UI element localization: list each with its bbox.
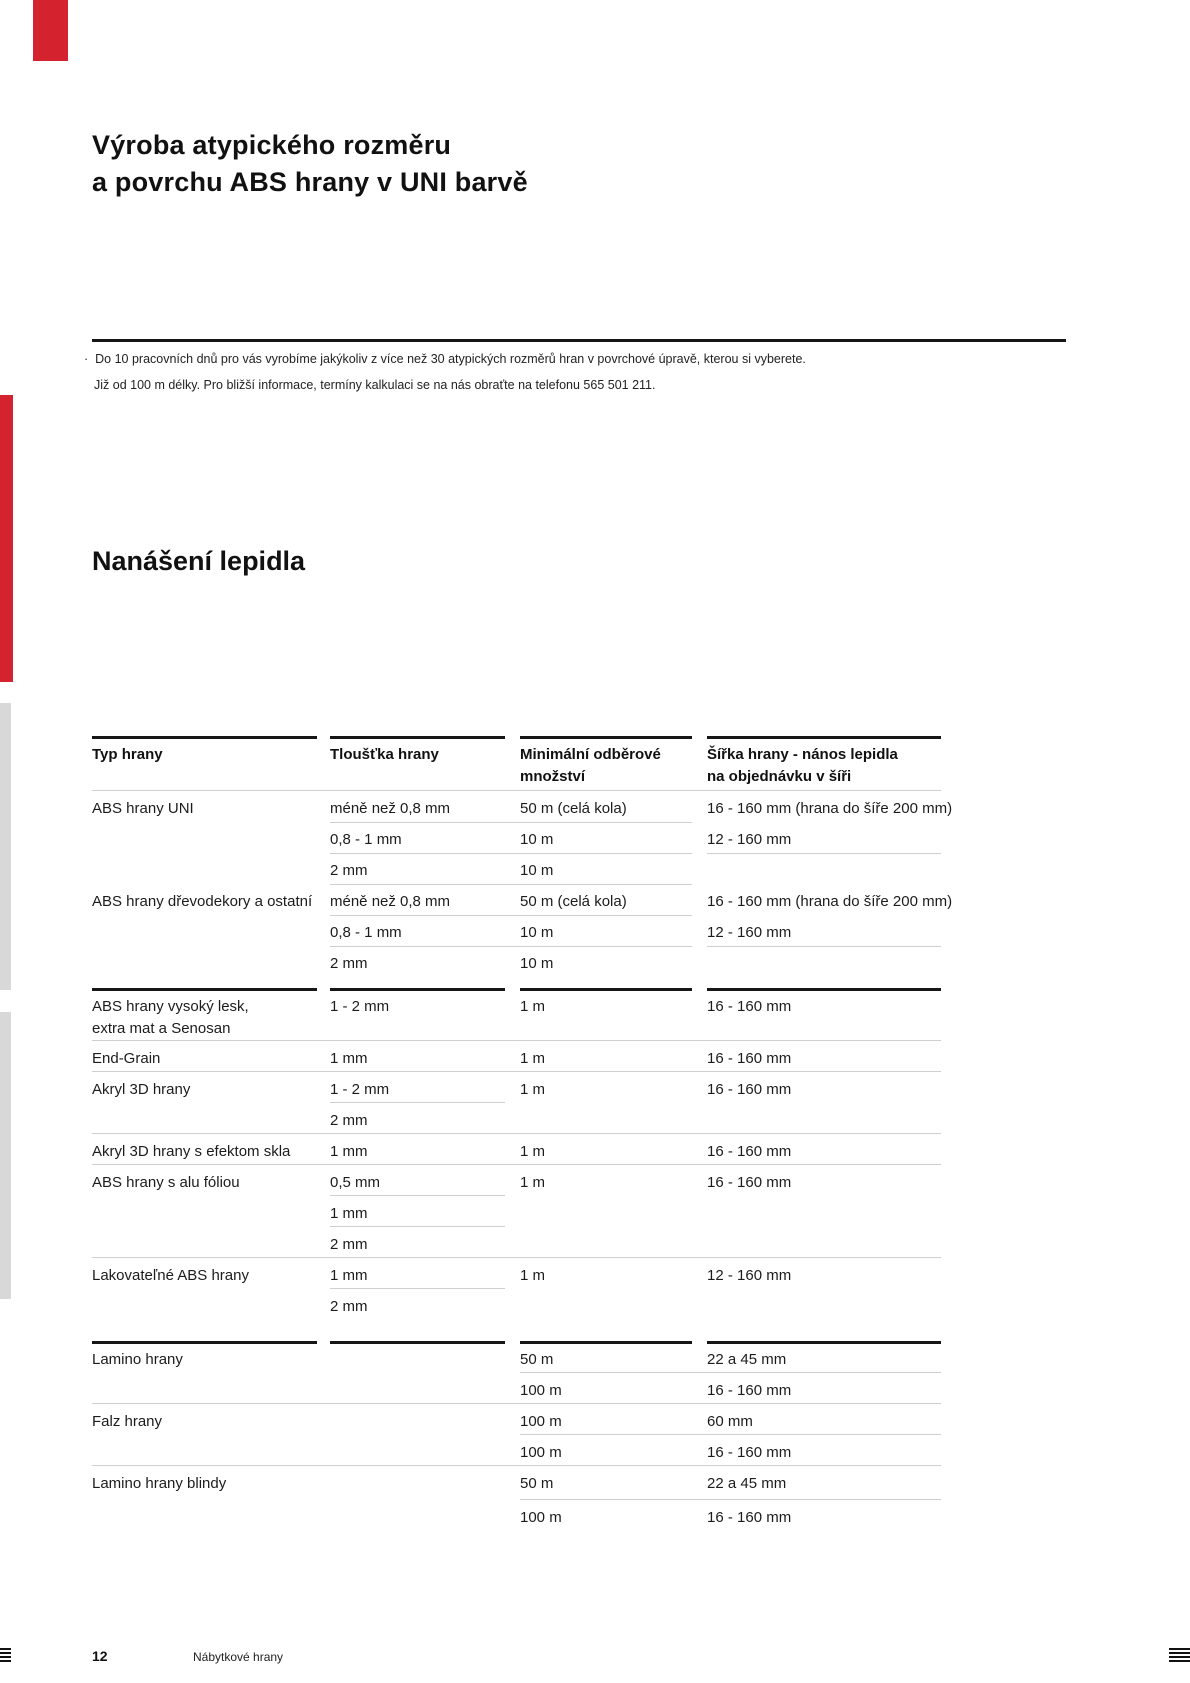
col-header-na-objednavku: na objednávku v šíři xyxy=(707,768,852,785)
cell-thickness: 0,8 - 1 mm xyxy=(330,924,402,941)
table-rule xyxy=(520,988,692,991)
footer-label: Nábytkové hrany xyxy=(193,1650,284,1664)
cell-thickness: 2 mm xyxy=(330,1112,368,1129)
col-header-typ-hrany: Typ hrany xyxy=(92,746,163,763)
cell-type: ABS hrany UNI xyxy=(92,800,194,817)
cell-qty: 10 m xyxy=(520,924,554,941)
cell-thickness: 1 mm xyxy=(330,1050,368,1067)
cell-width: 16 - 160 mm xyxy=(707,1382,792,1399)
table-rule xyxy=(330,988,505,991)
table-hairline xyxy=(92,1133,941,1134)
table-hairline xyxy=(92,1071,941,1072)
cell-width: 60 mm xyxy=(707,1413,753,1430)
gray-edge-bar-1 xyxy=(0,703,11,990)
cell-width: 12 - 160 mm xyxy=(707,831,792,848)
cell-qty: 10 m xyxy=(520,955,554,972)
intro-text-line2: Již od 100 m délky. Pro bližší informace, termíny kalkulaci se na nás obraťte na telefonu 565 501 211. xyxy=(94,378,656,392)
cell-type: Lamino hrany blindy xyxy=(92,1475,227,1492)
table-rule xyxy=(330,1341,505,1344)
cell-qty: 1 m xyxy=(520,1050,546,1067)
cell-width: 16 - 160 mm (hrana do šíře 200 mm) xyxy=(707,893,953,910)
cell-thickness: méně než 0,8 mm xyxy=(330,800,451,817)
table-hairline xyxy=(330,1288,505,1289)
cell-qty: 10 m xyxy=(520,862,554,879)
red-edge-bar xyxy=(0,395,13,682)
intro-text-line1 xyxy=(84,352,806,366)
cell-width: 16 - 160 mm (hrana do šíře 200 mm) xyxy=(707,800,953,817)
col-header-minimalni-odberove: Minimální odběrové xyxy=(520,746,661,763)
cell-thickness: méně než 0,8 mm xyxy=(330,893,451,910)
cell-thickness: 1 - 2 mm xyxy=(330,998,390,1015)
table-hairline xyxy=(92,1465,941,1466)
cell-thickness: 1 mm xyxy=(330,1143,368,1160)
table-hairline xyxy=(520,1372,941,1373)
table-hairline xyxy=(92,790,941,791)
cell-width: 16 - 160 mm xyxy=(707,1143,792,1160)
cell-type: Akryl 3D hrany xyxy=(92,1081,191,1098)
cell-thickness: 0,5 mm xyxy=(330,1174,381,1191)
cell-thickness: 1 - 2 mm xyxy=(330,1081,390,1098)
table-hairline xyxy=(707,946,941,947)
intro-rule xyxy=(92,339,1066,342)
cell-width: 16 - 160 mm xyxy=(707,998,792,1015)
bullet: · xyxy=(84,352,89,366)
table-hairline xyxy=(707,853,941,854)
table-rule xyxy=(520,736,692,739)
cell-qty: 1 m xyxy=(520,1174,546,1191)
cell-qty: 10 m xyxy=(520,831,554,848)
table-hairline xyxy=(330,915,692,916)
table-hairline xyxy=(92,1164,941,1165)
cell-width: 12 - 160 mm xyxy=(707,924,792,941)
page-title-line2: a povrchu ABS hrany v UNI barvě xyxy=(92,167,528,197)
cell-width: 22 a 45 mm xyxy=(707,1475,787,1492)
col-header-sirka-hrany: Šířka hrany - nános lepidla xyxy=(707,746,898,763)
cell-width: 22 a 45 mm xyxy=(707,1351,787,1368)
table-hairline xyxy=(330,822,692,823)
cell-qty: 100 m xyxy=(520,1382,562,1399)
cell-qty: 50 m (celá kola) xyxy=(520,893,627,910)
cell-qty: 50 m (celá kola) xyxy=(520,800,627,817)
table-hairline xyxy=(330,1226,505,1227)
cell-width: 12 - 160 mm xyxy=(707,1267,792,1284)
table-rule xyxy=(92,988,317,991)
cell-thickness: 0,8 - 1 mm xyxy=(330,831,402,848)
table-hairline xyxy=(330,884,692,885)
cell-thickness: 1 mm xyxy=(330,1205,368,1222)
cell-width: 16 - 160 mm xyxy=(707,1050,792,1067)
cell-qty: 100 m xyxy=(520,1413,562,1430)
cell-qty: 1 m xyxy=(520,1081,546,1098)
cell-qty: 1 m xyxy=(520,998,546,1015)
table-hairline xyxy=(330,853,692,854)
cell-qty: 1 m xyxy=(520,1267,546,1284)
table-hairline xyxy=(330,1102,505,1103)
table-rule xyxy=(92,1341,317,1344)
cell-type: Lakovateľné ABS hrany xyxy=(92,1267,249,1284)
table-rule xyxy=(707,736,941,739)
cell-qty: 50 m xyxy=(520,1351,554,1368)
cell-type: Lamino hrany xyxy=(92,1351,183,1368)
cell-type: Akryl 3D hrany s efektom skla xyxy=(92,1143,291,1160)
cell-type: Falz hrany xyxy=(92,1413,163,1430)
page-title-line1: Výroba atypického rozměru xyxy=(92,130,452,160)
cell-thickness: 2 mm xyxy=(330,1298,368,1315)
cell-qty: 50 m xyxy=(520,1475,554,1492)
intro-line1-text: Do 10 pracovních dnů pro vás vyrobíme jakýkoliv z více než 30 atypických rozměrů hran v povrchové úpravě, kterou si vyberete. xyxy=(95,352,806,366)
col-header-mnozstvi: množství xyxy=(520,768,586,785)
cell-type: ABS hrany s alu fóliou xyxy=(92,1174,240,1191)
table-rule xyxy=(707,988,941,991)
cell-width: 16 - 160 mm xyxy=(707,1444,792,1461)
registration-mark-right-icon xyxy=(1169,1648,1190,1663)
table-rule xyxy=(707,1341,941,1344)
cell-type-line2: extra mat a Senosan xyxy=(92,1020,231,1037)
table-hairline xyxy=(330,946,692,947)
table-hairline xyxy=(92,1403,941,1404)
cell-qty: 100 m xyxy=(520,1444,562,1461)
cell-thickness: 2 mm xyxy=(330,1236,368,1253)
table-rule xyxy=(92,736,317,739)
section-heading: Nanášení lepidla xyxy=(92,546,306,576)
table-hairline xyxy=(92,1040,941,1041)
table-hairline xyxy=(520,1434,941,1435)
cell-thickness: 2 mm xyxy=(330,955,368,972)
cell-width: 16 - 160 mm xyxy=(707,1509,792,1526)
table-hairline xyxy=(92,1257,941,1258)
cell-width: 16 - 160 mm xyxy=(707,1174,792,1191)
registration-mark-left-icon xyxy=(0,1648,11,1663)
cell-type-line1: ABS hrany vysoký lesk, xyxy=(92,998,249,1015)
cell-type: End-Grain xyxy=(92,1050,161,1067)
table-rule xyxy=(520,1341,692,1344)
col-header-tloustka-hrany: Tloušťka hrany xyxy=(330,746,439,763)
cell-qty: 1 m xyxy=(520,1143,546,1160)
gray-edge-bar-2 xyxy=(0,1012,11,1299)
cell-width: 16 - 160 mm xyxy=(707,1081,792,1098)
page-number: 12 xyxy=(92,1648,108,1664)
cell-thickness: 2 mm xyxy=(330,862,368,879)
cell-thickness: 1 mm xyxy=(330,1267,368,1284)
cell-qty: 100 m xyxy=(520,1509,562,1526)
table-hairline xyxy=(520,1499,941,1500)
table-hairline xyxy=(330,1195,505,1196)
red-corner-mark xyxy=(33,0,68,61)
cell-type: ABS hrany dřevodekory a ostatní xyxy=(92,893,313,910)
table-rule xyxy=(330,736,505,739)
